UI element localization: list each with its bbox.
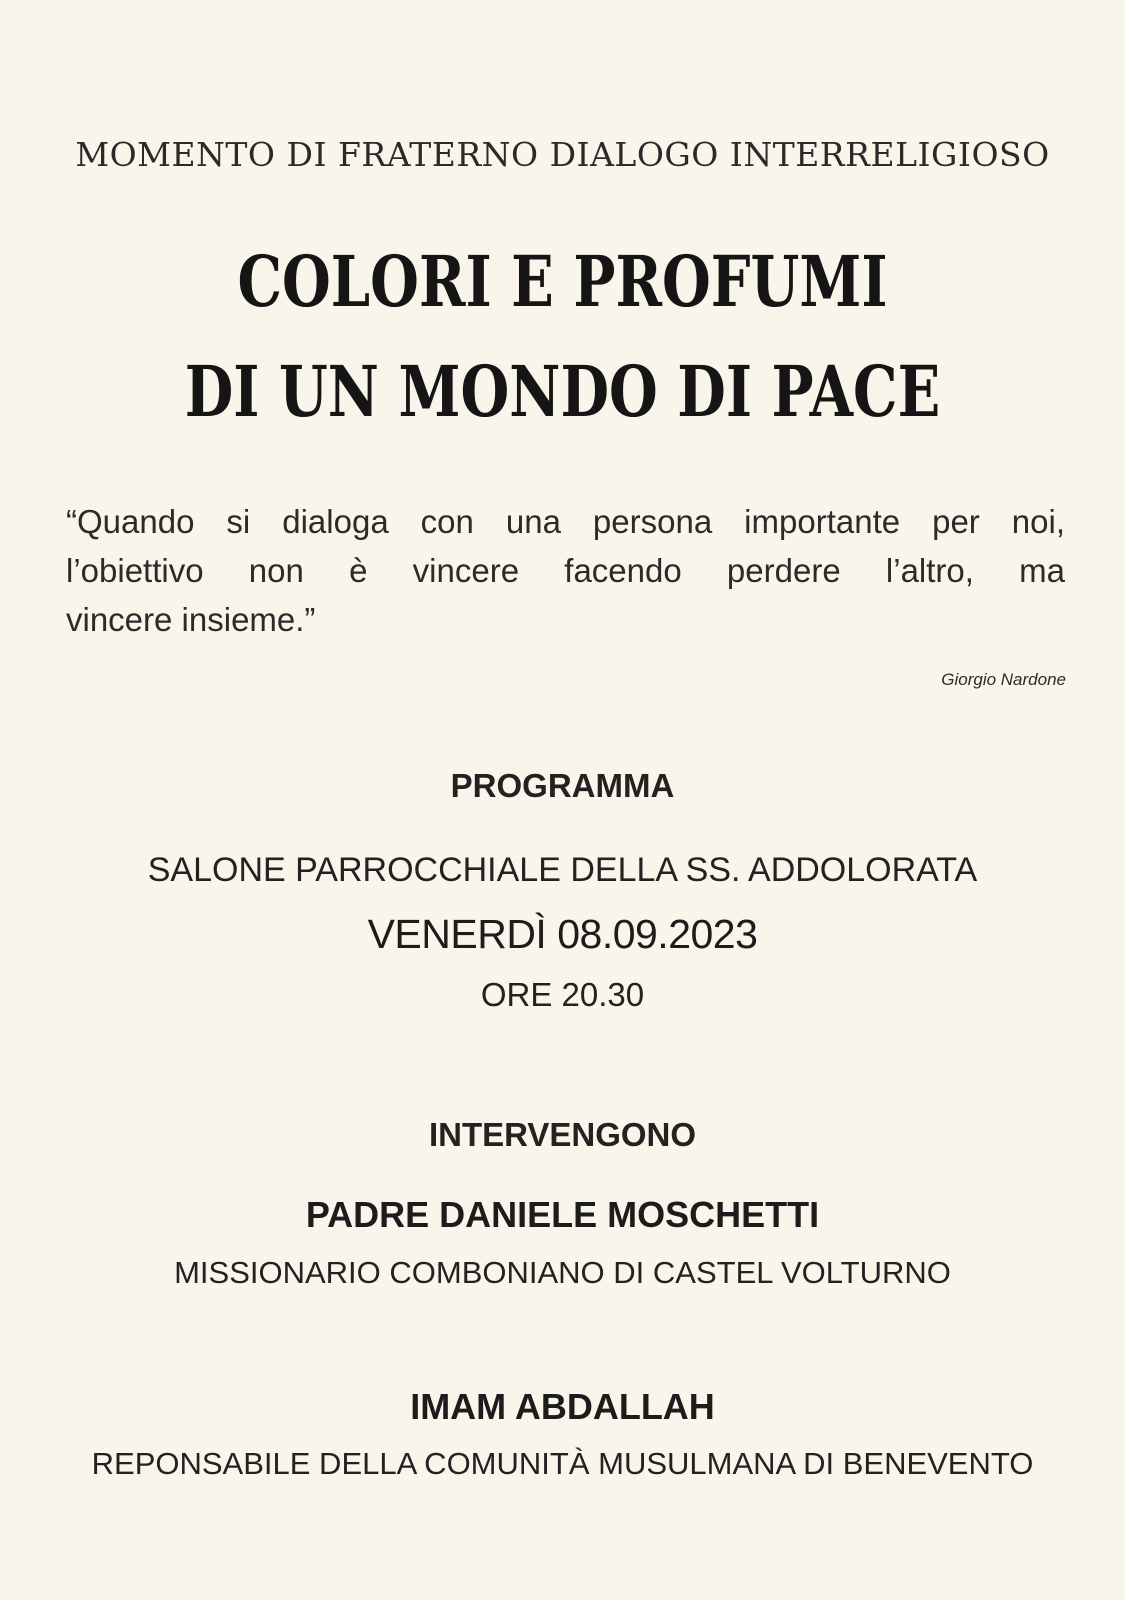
speaker-name: PADRE DANIELE MOSCHETTI	[305, 1194, 820, 1235]
quote-line-3: vincere insieme.”	[66, 601, 316, 638]
event-time: ORE 20.30	[480, 976, 645, 1013]
quote-line-1: “Quando si dialoga con una persona importante per noi,	[66, 503, 1065, 540]
speaker-role: REPONSABILE DELLA COMUNITÀ MUSULMANA DI BENEVENTO	[91, 1446, 1034, 1481]
program-heading: PROGRAMMA	[450, 767, 675, 804]
speaker-role: MISSIONARIO COMBONIANO DI CASTEL VOLTURNO	[174, 1255, 951, 1290]
speaker-name: IMAM ABDALLAH	[410, 1386, 715, 1427]
event-title-line-2: DI UN MONDO DI PACE	[184, 350, 941, 433]
quote-author: Giorgio Nardone	[941, 670, 1066, 689]
speakers-heading: INTERVENGONO	[428, 1116, 697, 1153]
quote-line-2: l’obiettivo non è vincere facendo perdere l’altro, ma	[66, 552, 1065, 589]
event-venue: SALONE PARROCCHIALE DELLA SS. ADDOLORATA	[147, 851, 978, 889]
event-date: VENERDÌ 08.09.2023	[367, 911, 758, 957]
event-title-line-1: COLORI E PROFUMI	[237, 240, 888, 323]
event-kicker: MOMENTO DI FRATERNO DIALOGO INTERRELIGIOSO	[75, 135, 1050, 174]
